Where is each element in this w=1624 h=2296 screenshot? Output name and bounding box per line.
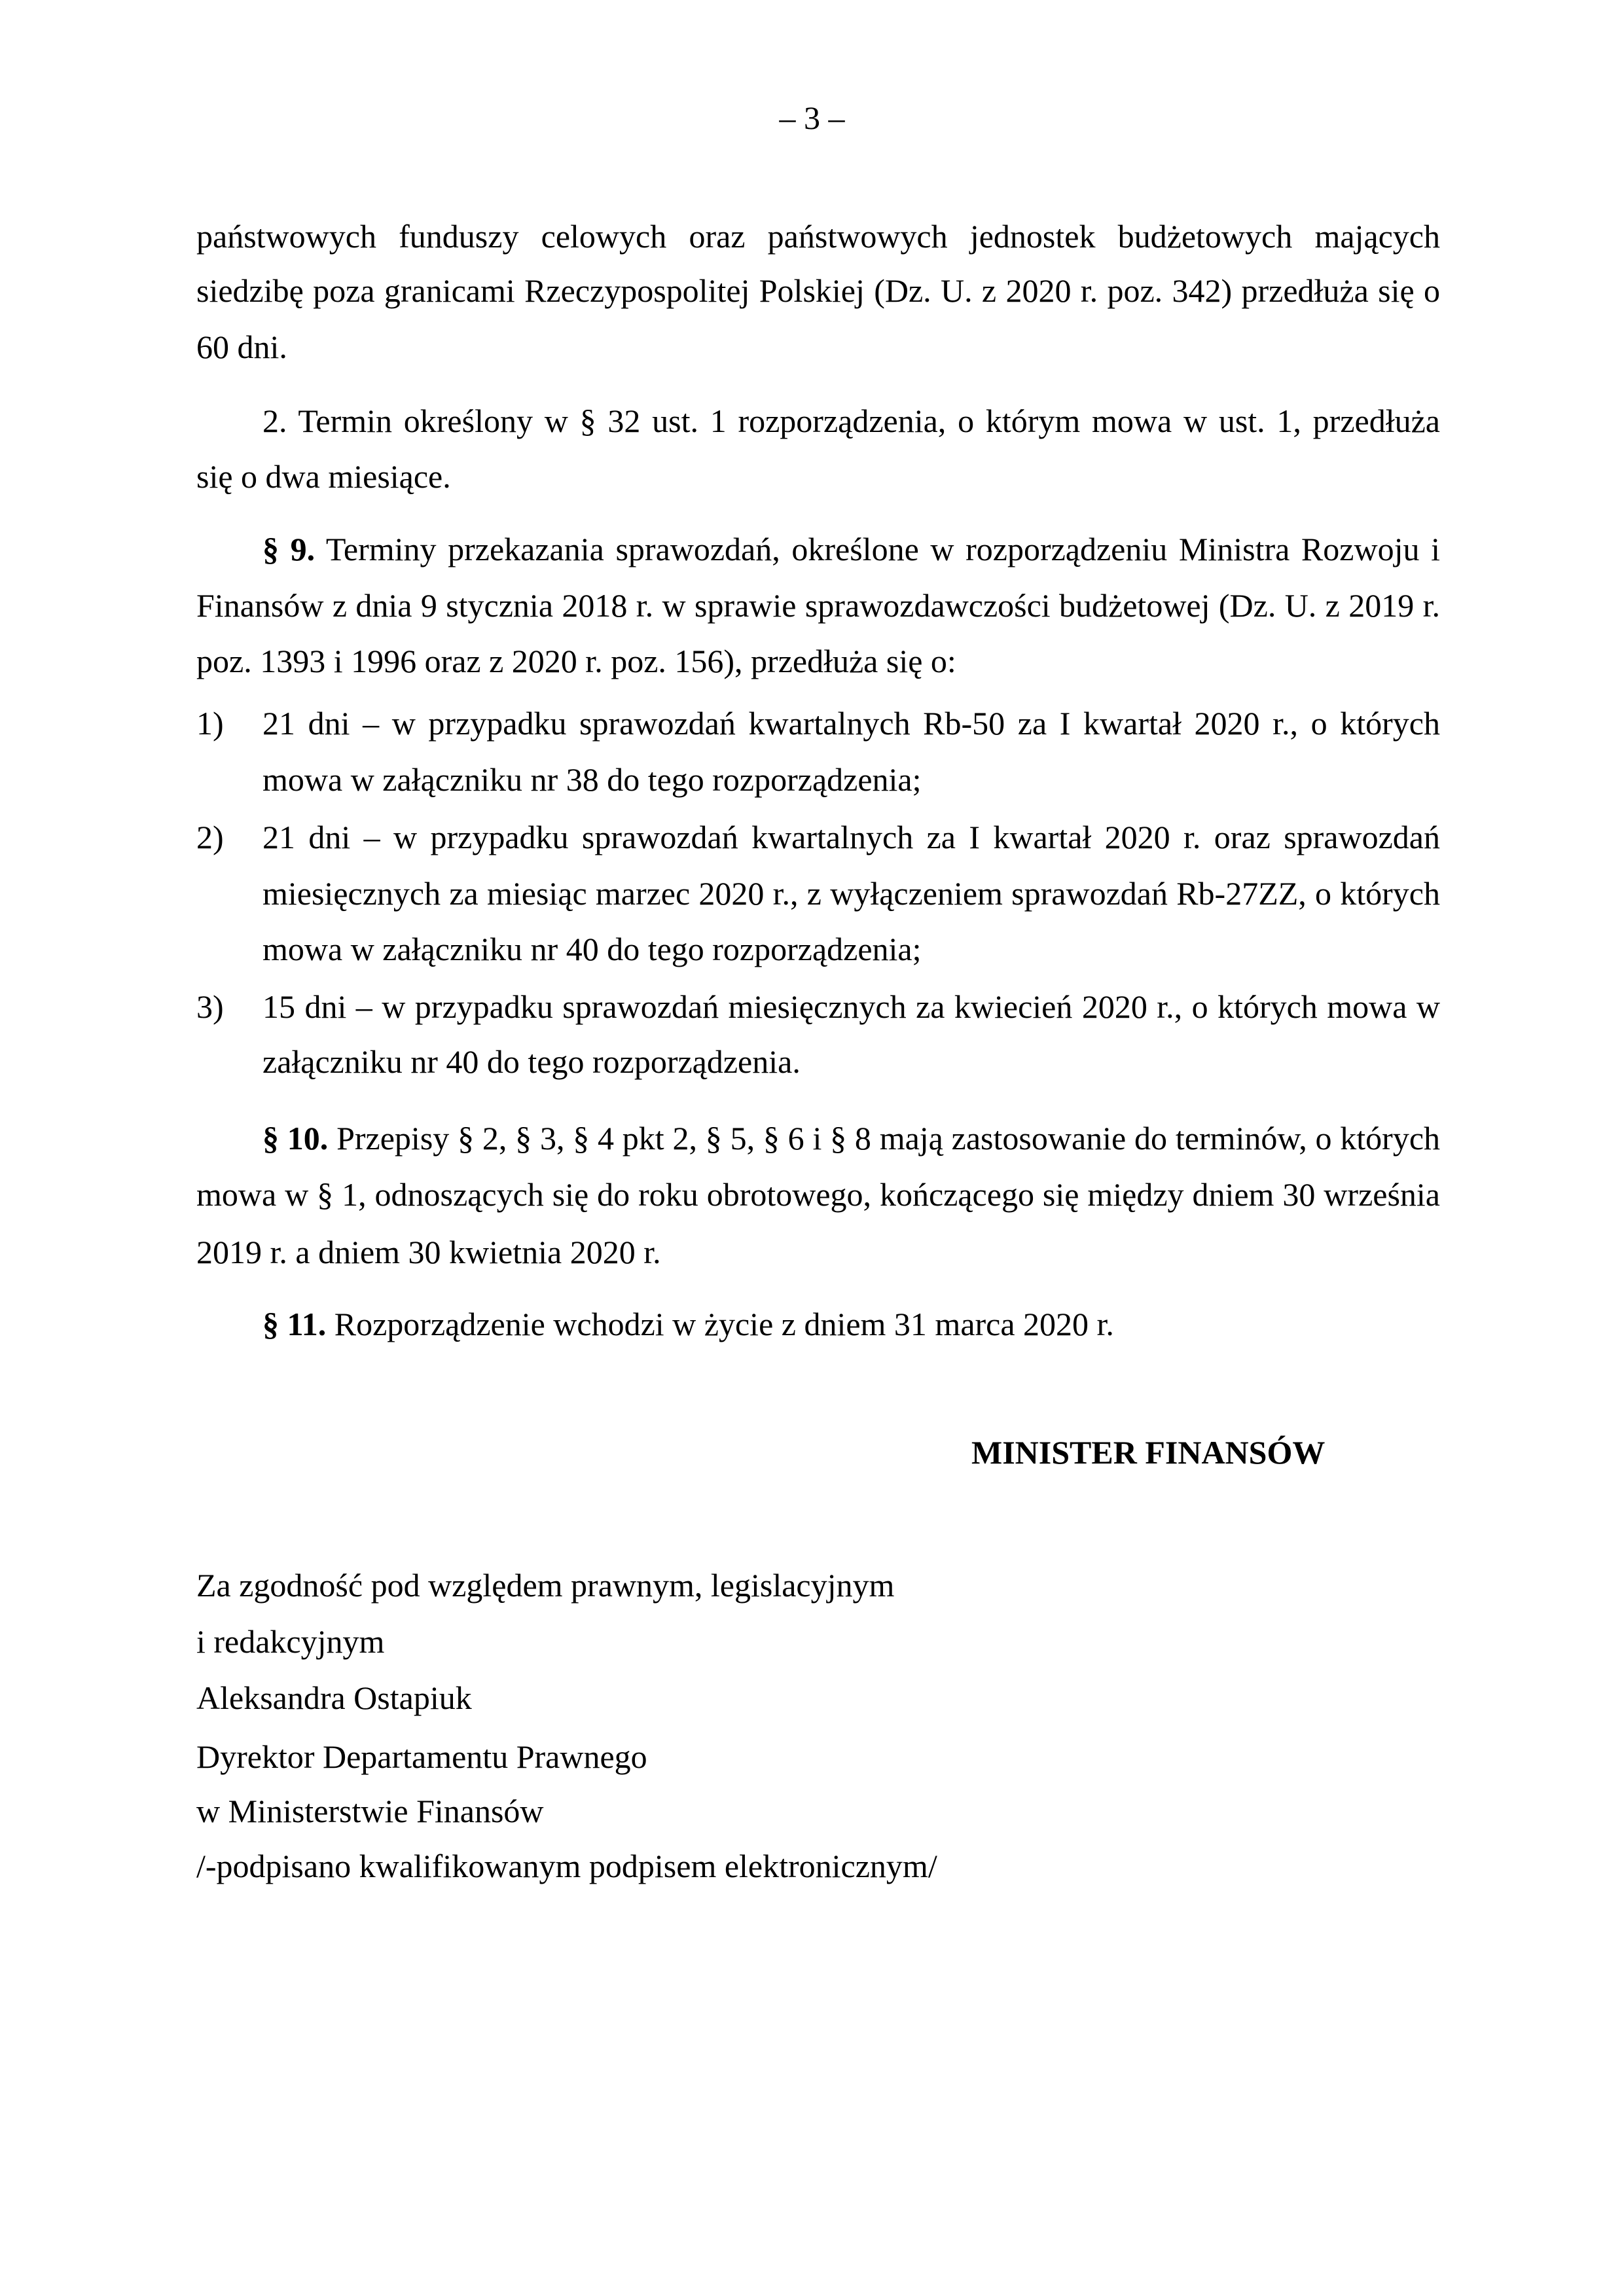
list-item-line: 21 dni – w przypadku sprawozdań kwartalnych za I kwartał 2020 r. oraz sprawozdań <box>262 819 1440 855</box>
approval-line: i redakcyjnym <box>196 1623 385 1660</box>
list-item-line: miesięcznych za miesiąc marzec 2020 r., z wyłączeniem sprawozdań Rb-27ZZ, o których <box>262 875 1440 912</box>
paragraph-line: Terminy przekazania sprawozdań, określone w rozporządzeniu Ministra Rozwoju i <box>325 531 1440 567</box>
paragraph-line: państwowych funduszy celowych oraz państwowych jednostek budżetowych mających <box>196 218 1440 255</box>
paragraph-line: Finansów z dnia 9 stycznia 2018 r. w sprawie sprawozdawczości budżetowej (Dz. U. z 2019 r. <box>196 587 1440 624</box>
paragraph-line: siedzibę poza granicami Rzeczypospolitej Polskiej (Dz. U. z 2020 r. poz. 342) przedłuża się o <box>196 272 1440 309</box>
section-9-heading: § 9. <box>262 531 316 567</box>
paragraph-line: 2019 r. a dniem 30 kwietnia 2020 r. <box>196 1234 661 1270</box>
electronic-signature-note: /-podpisano kwalifikowanym podpisem elektronicznym/ <box>196 1848 937 1884</box>
section-11-heading: § 11. <box>262 1306 327 1342</box>
section-11-text: Rozporządzenie wchodzi w życie z dniem 31 marca 2020 r. <box>334 1306 1114 1342</box>
paragraph-line: Przepisy § 2, § 3, § 4 pkt 2, § 5, § 6 i § 8 mają zastosowanie do terminów, o których <box>336 1120 1440 1157</box>
paragraph-line: 60 dni. <box>196 329 287 365</box>
section-10-heading: § 10. <box>262 1120 329 1157</box>
signatory-title: MINISTER FINANSÓW <box>971 1434 1326 1471</box>
approver-name: Aleksandra Ostapiuk <box>196 1679 472 1716</box>
list-item-line: mowa w załączniku nr 38 do tego rozporządzenia; <box>262 761 922 798</box>
section-9-first-line <box>262 529 1440 569</box>
list-item-line: mowa w załączniku nr 40 do tego rozporządzenia; <box>262 931 922 967</box>
list-item-line: 15 dni – w przypadku sprawozdań miesięcznych za kwiecień 2020 r., o których mowa w <box>262 988 1440 1025</box>
approver-ministry: w Ministerstwie Finansów <box>196 1793 544 1829</box>
paragraph-line: poz. 1393 i 1996 oraz z 2020 r. poz. 156), przedłuża się o: <box>196 643 956 679</box>
approver-position: Dyrektor Departamentu Prawnego <box>196 1738 647 1775</box>
list-item-line: 21 dni – w przypadku sprawozdań kwartalnych Rb-50 za I kwartał 2020 r., o których <box>262 705 1440 742</box>
section-11 <box>262 1304 1114 1344</box>
list-item-number: 3) <box>196 988 224 1025</box>
paragraph-line: się o dwa miesiące. <box>196 458 451 495</box>
paragraph-line: mowa w § 1, odnoszących się do roku obrotowego, kończącego się między dniem 30 września <box>196 1176 1440 1213</box>
list-item-line: załączniku nr 40 do tego rozporządzenia. <box>262 1043 801 1080</box>
page-number: – 3 – <box>779 99 845 136</box>
section-10-first-line <box>262 1119 1440 1158</box>
list-item-number: 1) <box>196 705 224 742</box>
list-item-number: 2) <box>196 819 224 855</box>
paragraph-line: 2. Termin określony w § 32 ust. 1 rozporządzenia, o którym mowa w ust. 1, przedłuża <box>262 403 1440 439</box>
approval-line: Za zgodność pod względem prawnym, legislacyjnym <box>196 1567 895 1604</box>
